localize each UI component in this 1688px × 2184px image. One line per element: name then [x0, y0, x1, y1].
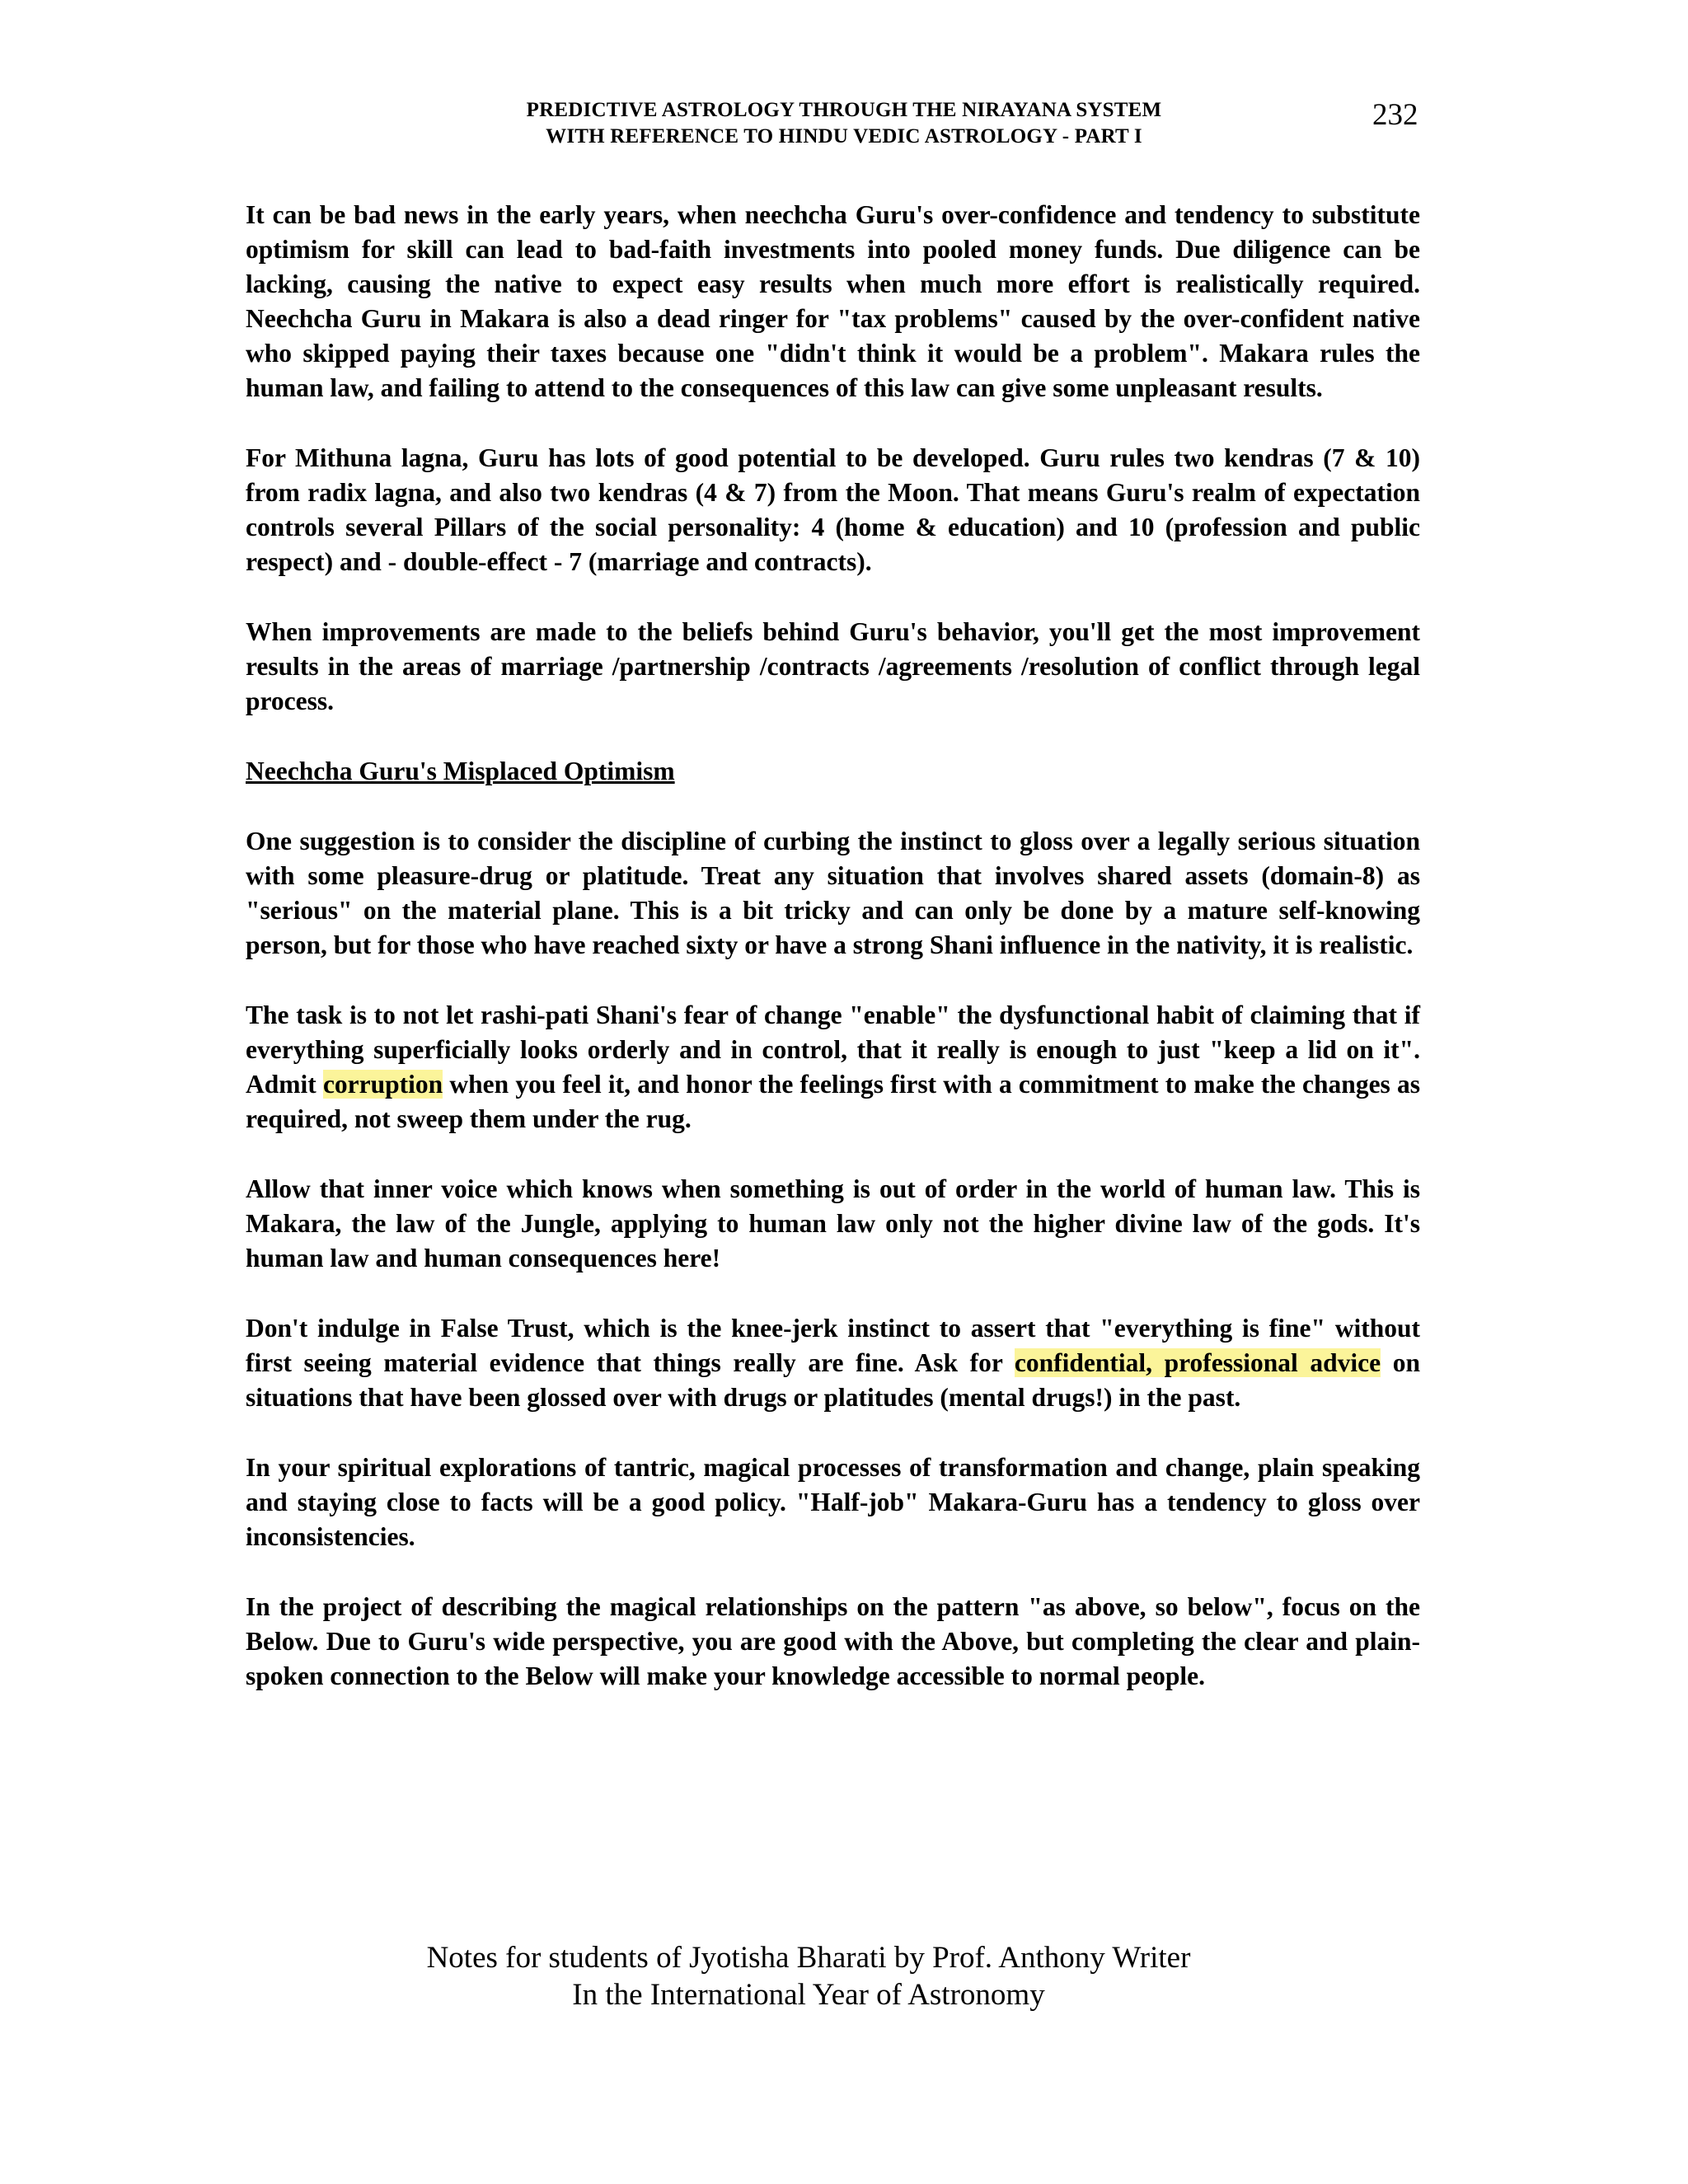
paragraph-mithuna-lagna: For Mithuna lagna, Guru has lots of good potential to be developed. Guru rules two kendras (7 & 10) from radix lagna, and also two kendras (4 & 7) from the Moon. That means Guru's realm of expectation controls several Pillars of the social personality: 4 (home & education) and 10 (profession and public respect) and - double-effect - 7 (marriage and contracts).: [246, 443, 1420, 576]
paragraph-suggestion: One suggestion is to consider the discipline of curbing the instinct to gloss over a legally serious situation with some pleasure-drug or platitude. Treat any situation that involves shared assets (domain-8) as "serious" on the material plane. This is a bit tricky and can only be done by a mature self-knowing person, but for those who have reached sixty or have a strong Shani influence in the nativity, it is realistic.: [246, 827, 1420, 959]
page-footer: [0, 1939, 1617, 2013]
page-body: [246, 198, 1420, 1729]
header-title-line-1: PREDICTIVE ASTROLOGY THROUGH THE NIRAYANA SYSTEM: [526, 99, 1162, 121]
text-segment: on situations that have been glossed over with drugs or platitudes (mental drugs!) in the past.: [246, 1348, 1420, 1412]
highlighted-text-corruption: corruption: [322, 1070, 443, 1099]
page-number: 232: [1372, 98, 1418, 132]
paragraph-false-trust: [246, 1311, 1420, 1415]
text-segment: The task is to not let rashi-pati Shani's fear of change "enable" the dysfunctional habit of claiming that if everything superficially looks orderly and in control, that it really is enough to just "keep a lid on it". Admit: [246, 1001, 1420, 1099]
header-title-line-2: WITH REFERENCE TO HINDU VEDIC ASTROLOGY - PART I: [546, 125, 1142, 148]
highlighted-text-advice: confidential, professional advice: [1014, 1348, 1381, 1377]
text-segment: Don't indulge in False Trust, which is the knee-jerk instinct to assert that "everything is fine" without first seeing material evidence that things really are fine. Ask for: [246, 1314, 1420, 1377]
paragraph-inner-voice: Allow that inner voice which knows when something is out of order in the world of human law. This is Makara, the law of the Jungle, applying to human law only not the higher divine law of the gods. It's human law and human consequences here!: [246, 1174, 1420, 1272]
page-header: [0, 97, 1688, 150]
footer-line-2: In the International Year of Astronomy: [572, 1978, 1045, 2012]
section-heading: Neechcha Guru's Misplaced Optimism: [246, 757, 675, 785]
footer-line-1: Notes for students of Jyotisha Bharati by Prof. Anthony Writer: [426, 1941, 1191, 1975]
paragraph-task: [246, 998, 1420, 1137]
paragraph-spiritual-explorations: In your spiritual explorations of tantric, magical processes of transformation and change, plain speaking and staying close to facts will be a good policy. "Half-job" Makara-Guru has a tendency to gloss over inconsistencies.: [246, 1453, 1420, 1551]
paragraph-as-above-so-below: In the project of describing the magical relationships on the pattern "as above, so below", focus on the Below. Due to Guru's wide perspective, you are good with the Above, but completing the clear and plain-spoken connection to the Below will make your knowledge accessible to normal people.: [246, 1592, 1420, 1690]
text-segment: when you feel it, and honor the feelings first with a commitment to make the changes as required, not sweep them under the rug.: [246, 1070, 1421, 1133]
paragraph-improvements: When improvements are made to the beliefs behind Guru's behavior, you'll get the most improvement results in the areas of marriage /partnership /contracts /agreements /resolution of conflict through legal process.: [246, 617, 1420, 715]
paragraph-bad-news-early-years: It can be bad news in the early years, when neechcha Guru's over-confidence and tendency to substitute optimism for skill can lead to bad-faith investments into pooled money funds. Due diligence can be lacking, causing the native to expect easy results when much more effort is realistically required. Neechcha Guru in Makara is also a dead ringer for "tax problems" caused by the over-confident native who skipped paying their taxes because one "didn't think it would be a problem". Makara rules the human law, and failing to attend to the consequences of this law can give some unpleasant results.: [246, 200, 1420, 402]
